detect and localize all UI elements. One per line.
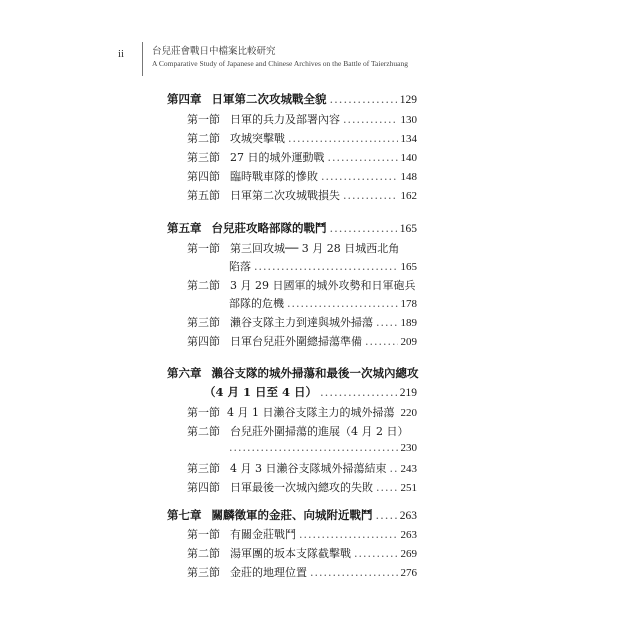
page-ref: 148 bbox=[400, 171, 417, 183]
section-title-continued: 部隊的危機 bbox=[229, 297, 284, 310]
page-ref: 162 bbox=[400, 190, 417, 202]
section-title: 4 月 3 日瀨谷支隊城外掃蕩結束 bbox=[230, 462, 387, 475]
section-label: 第二節 bbox=[187, 279, 220, 292]
toc-section-4-4[interactable] bbox=[187, 168, 417, 184]
page-ref: 263 bbox=[399, 510, 417, 522]
section-title: 日軍台兒莊外圍總掃蕩準備 bbox=[230, 335, 362, 348]
chapter-title: 關麟徵軍的金莊、向城附近戰鬥 bbox=[211, 508, 373, 522]
page-ref: 263 bbox=[400, 529, 417, 541]
page-ref: 140 bbox=[400, 152, 417, 164]
section-label: 第一節 bbox=[187, 406, 220, 419]
toc-section-5-1-cont[interactable] bbox=[229, 258, 417, 274]
chapter-label: 第四章 bbox=[167, 92, 202, 106]
leader-dots bbox=[320, 385, 397, 399]
chapter-label: 第五章 bbox=[167, 221, 202, 235]
leader-dots bbox=[354, 547, 398, 560]
section-label: 第一節 bbox=[187, 242, 220, 255]
section-title: 日軍最後一次城內總攻的失敗 bbox=[230, 481, 373, 494]
section-label: 第一節 bbox=[187, 113, 220, 126]
page-ref: 230 bbox=[400, 442, 417, 454]
toc-section-5-2-cont[interactable] bbox=[229, 295, 417, 311]
book-title-english: A Comparative Study of Japanese and Chinese Archives on the Battle of Taierzhuang bbox=[152, 59, 408, 68]
leader-dots bbox=[328, 151, 398, 164]
page-ref: 165 bbox=[400, 261, 417, 273]
section-label: 第三節 bbox=[187, 566, 220, 579]
section-label: 第二節 bbox=[187, 425, 220, 438]
page-ref: 129 bbox=[399, 94, 417, 106]
toc-section-4-5[interactable] bbox=[187, 187, 417, 203]
chapter-title-continued: （4 月 1 日至 4 日） bbox=[204, 385, 318, 399]
toc-section-5-3[interactable] bbox=[187, 314, 417, 330]
section-title: 湯軍團的坂本支隊截擊戰 bbox=[230, 547, 351, 560]
page-ref: 178 bbox=[400, 298, 417, 310]
toc-section-4-3[interactable] bbox=[187, 149, 417, 165]
book-title-chinese: 台兒莊會戰日中檔案比較研究 bbox=[152, 46, 276, 57]
toc-section-4-1[interactable] bbox=[187, 111, 417, 127]
section-title: 瀨谷支隊主力到達與城外掃蕩 bbox=[230, 316, 373, 329]
leader-dots bbox=[330, 221, 397, 235]
toc-chapter-6[interactable] bbox=[167, 365, 419, 381]
section-title: 3 月 29 日國軍的城外攻勢和日軍砲兵 bbox=[230, 279, 416, 292]
section-title: 日軍的兵力及部署內容 bbox=[230, 113, 340, 126]
toc-section-6-3[interactable] bbox=[187, 460, 417, 476]
toc-section-6-2-cont[interactable] bbox=[229, 441, 417, 454]
section-title-continued: 陷落 bbox=[229, 260, 251, 273]
section-label: 第三節 bbox=[187, 316, 220, 329]
chapter-title: 日軍第二次攻城戰全貌 bbox=[211, 92, 327, 106]
section-title: 有關金莊戰鬥 bbox=[230, 528, 296, 541]
page-number: ii bbox=[118, 48, 125, 60]
chapter-label: 第七章 bbox=[167, 508, 202, 522]
toc-section-5-2[interactable] bbox=[187, 277, 415, 293]
page-ref: 209 bbox=[400, 336, 417, 348]
section-label: 第一節 bbox=[187, 528, 220, 541]
toc-chapter-5[interactable] bbox=[167, 220, 417, 236]
leader-dots bbox=[376, 481, 398, 494]
toc-section-6-4[interactable] bbox=[187, 479, 417, 495]
toc-section-7-3[interactable] bbox=[187, 564, 417, 580]
toc-chapter-6-cont[interactable] bbox=[204, 384, 417, 400]
section-label: 第三節 bbox=[187, 151, 220, 164]
leader-dots bbox=[321, 170, 398, 183]
leader-dots bbox=[330, 92, 397, 106]
chapter-label: 第六章 bbox=[167, 366, 202, 380]
leader-dots bbox=[310, 566, 398, 579]
leader-dots bbox=[390, 462, 398, 475]
section-label: 第二節 bbox=[187, 132, 220, 145]
leader-dots bbox=[299, 528, 398, 541]
leader-dots bbox=[376, 316, 398, 329]
page-ref: 219 bbox=[399, 387, 417, 399]
toc-section-7-1[interactable] bbox=[187, 526, 417, 542]
section-title: 4 月 1 日瀨谷支隊主力的城外掃蕩 bbox=[227, 406, 395, 419]
section-label: 第五節 bbox=[187, 189, 220, 202]
leader-dots bbox=[343, 113, 398, 126]
section-label: 第二節 bbox=[187, 547, 220, 560]
leader-dots bbox=[376, 508, 397, 522]
toc-section-4-2[interactable] bbox=[187, 130, 417, 146]
toc-section-5-4[interactable] bbox=[187, 333, 417, 349]
section-label: 第四節 bbox=[187, 170, 220, 183]
page-ref: 269 bbox=[400, 548, 417, 560]
toc-section-7-2[interactable] bbox=[187, 545, 417, 561]
section-title: 臨時戰車隊的慘敗 bbox=[230, 170, 318, 183]
page-ref: 134 bbox=[400, 133, 417, 145]
section-title: 台兒莊外圍掃蕩的進展（4 月 2 日） bbox=[230, 425, 409, 438]
page-ref: 251 bbox=[400, 482, 417, 494]
toc-chapter-7[interactable] bbox=[167, 507, 417, 523]
toc-section-6-1[interactable] bbox=[187, 404, 417, 420]
section-title: 日軍第二次攻城戰損失 bbox=[230, 189, 340, 202]
chapter-title: 瀨谷支隊的城外掃蕩和最後一次城內總攻 bbox=[211, 366, 419, 380]
leader-dots bbox=[343, 189, 398, 202]
section-title: 攻城突擊戰 bbox=[230, 132, 285, 145]
page-ref: 130 bbox=[400, 114, 417, 126]
leader-dots bbox=[288, 132, 398, 145]
page-ref: 243 bbox=[400, 463, 417, 475]
page-ref: 165 bbox=[399, 223, 417, 235]
toc-section-5-1[interactable] bbox=[187, 240, 399, 256]
page-ref: 276 bbox=[400, 567, 417, 579]
toc-section-6-2[interactable] bbox=[187, 423, 409, 439]
section-title: 第三回攻城── 3 月 28 日城西北角 bbox=[230, 242, 400, 255]
section-label: 第三節 bbox=[187, 462, 220, 475]
section-label: 第四節 bbox=[187, 481, 220, 494]
page-ref: 189 bbox=[400, 317, 417, 329]
chapter-title: 台兒莊攻略部隊的戰鬥 bbox=[211, 221, 327, 235]
page-ref: 220 bbox=[400, 407, 417, 419]
leader-dots bbox=[229, 441, 398, 454]
toc-chapter-4[interactable] bbox=[167, 91, 417, 107]
section-label: 第四節 bbox=[187, 335, 220, 348]
leader-dots bbox=[365, 335, 398, 348]
leader-dots bbox=[287, 297, 398, 310]
leader-dots bbox=[254, 260, 398, 273]
section-title: 27 日的城外運動戰 bbox=[230, 151, 325, 164]
section-title: 金莊的地理位置 bbox=[230, 566, 307, 579]
